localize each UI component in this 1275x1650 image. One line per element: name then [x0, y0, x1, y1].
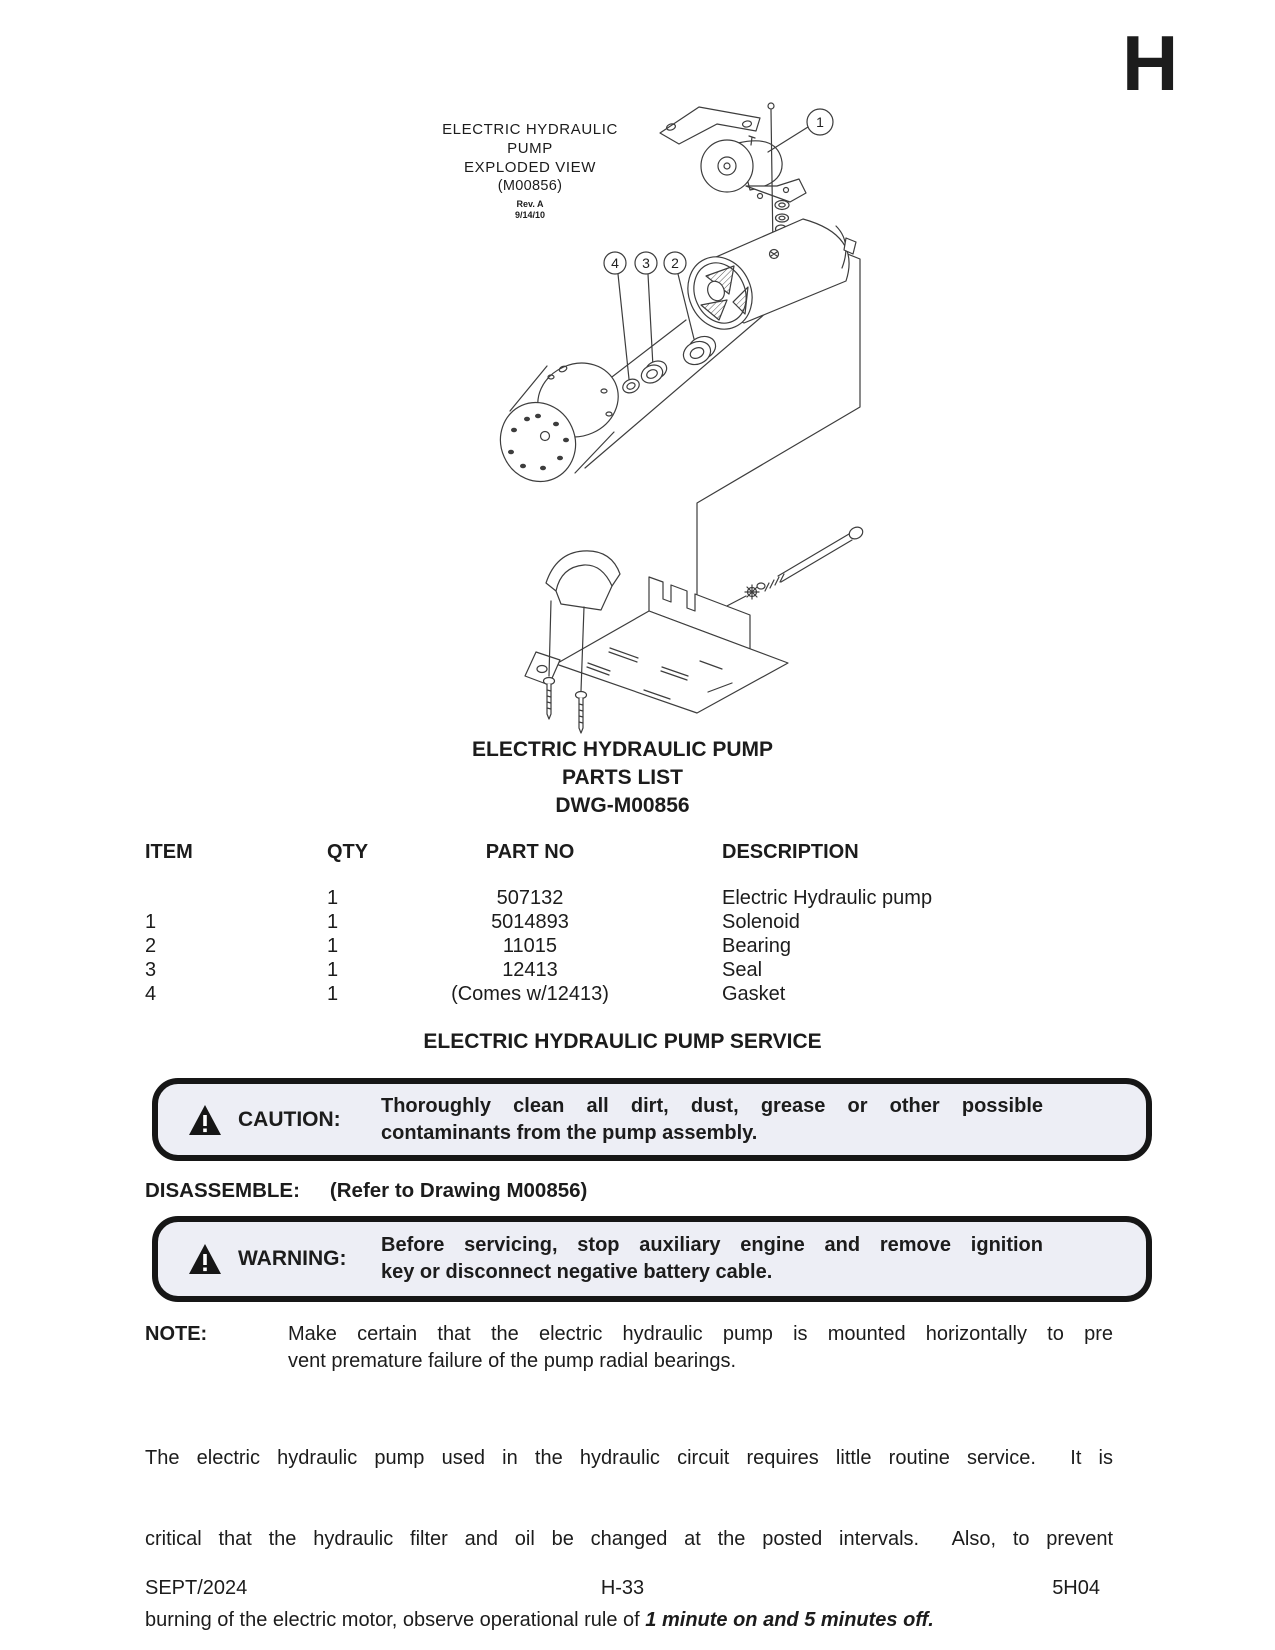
diagram-title-line1: ELECTRIC HYDRAULIC PUMP — [442, 121, 618, 157]
warning-triangle-icon — [188, 1104, 224, 1136]
cell-qty: 1 — [327, 935, 339, 957]
cell-qty: 1 — [327, 887, 339, 909]
col-header-item: ITEM — [145, 841, 193, 863]
seal — [638, 358, 669, 386]
table-row — [145, 958, 1120, 982]
callout-4-number: 4 — [611, 255, 619, 271]
diagram-revision-date: 9/14/10 — [514, 210, 546, 220]
paragraph-line3 — [145, 1607, 1113, 1634]
cell-item — [145, 886, 327, 910]
note-text-line2: vent premature failure of the pump radial bearings. — [288, 1350, 737, 1372]
table-row — [145, 910, 1120, 934]
paragraph-line3-emphasis: 1 minute on and 5 minutes off. — [645, 1609, 934, 1631]
cell-part-no: (Comes w/12413) — [451, 983, 609, 1005]
table-row — [145, 934, 1120, 958]
footer-date: SEPT/2024 — [145, 1577, 248, 1599]
cell-item: 3 — [145, 959, 157, 981]
section-letter: H — [1122, 19, 1177, 107]
callout-2-number: 2 — [671, 255, 679, 271]
parts-table-body — [145, 886, 1120, 1006]
warning-text-line1: Before servicing, stop auxiliary engine and remove ignition — [381, 1234, 1043, 1256]
cell-qty: 1 — [327, 983, 339, 1005]
service-heading: ELECTRIC HYDRAULIC PUMP SERVICE — [423, 1030, 822, 1053]
gasket — [621, 377, 642, 396]
cell-description: Solenoid — [722, 911, 800, 933]
caution-text-line2: contaminants from the pump assembly. — [381, 1121, 758, 1144]
note-text — [288, 1321, 1113, 1375]
parts-table-header — [145, 840, 1120, 864]
parts-table — [145, 840, 1120, 1006]
footer-doc-code: 5H04 — [1052, 1577, 1100, 1599]
callout-4 — [604, 252, 629, 379]
cell-part-no: 12413 — [502, 959, 558, 981]
top-bracket — [660, 107, 760, 144]
note-label: NOTE: — [145, 1323, 208, 1345]
solenoid — [701, 136, 806, 202]
note-block — [145, 1321, 1113, 1375]
col-header-part-no: PART NO — [485, 841, 575, 863]
col-header-description: DESCRIPTION — [722, 841, 859, 863]
callout-3-number: 3 — [642, 255, 650, 271]
parts-heading-line2: PARTS LIST — [562, 766, 683, 789]
caution-text-line1: Thoroughly clean all dirt, dust, grease or other possible — [381, 1094, 1043, 1117]
service-paragraph — [145, 1391, 1113, 1650]
cell-description: Bearing — [722, 935, 791, 957]
callout-1-number: 1 — [816, 114, 824, 130]
table-row — [145, 886, 1120, 910]
cell-qty: 1 — [327, 959, 339, 981]
col-header-qty: QTY — [327, 841, 369, 863]
bearing — [680, 332, 720, 368]
pump-body — [488, 350, 630, 493]
caution-label: CAUTION: — [238, 1107, 341, 1131]
cell-description: Gasket — [722, 983, 786, 1005]
disassemble-text: (Refer to Drawing M00856) — [329, 1179, 588, 1202]
disassemble-label: DISASSEMBLE: — [145, 1179, 300, 1202]
warning-text-line2: key or disconnect negative battery cable. — [381, 1261, 773, 1283]
cell-item: 4 — [145, 983, 157, 1005]
paragraph-line3-text: burning of the electric motor, observe operational rule of — [145, 1609, 646, 1631]
paragraph-line2: critical that the hydraulic filter and oil be changed at the posted intervals. Also, to prevent — [145, 1528, 1113, 1550]
cell-qty: 1 — [327, 911, 339, 933]
diagram-revision: Rev. A — [516, 199, 544, 209]
cell-part-no: 11015 — [502, 935, 558, 957]
cell-description: Seal — [722, 959, 763, 981]
table-row — [145, 982, 1120, 1006]
diagram-title-block — [424, 120, 636, 221]
warning-triangle-icon — [188, 1243, 224, 1275]
disassemble-line — [145, 1179, 587, 1203]
parts-heading-dwg: DWG-M00856 — [555, 794, 690, 817]
diagram-drawing-number: (M00856) — [497, 178, 563, 194]
parts-list-heading — [0, 736, 1245, 820]
caution-box — [152, 1078, 1152, 1161]
cell-item: 2 — [145, 935, 157, 957]
warning-label: WARNING: — [238, 1247, 347, 1270]
cell-item: 1 — [145, 911, 157, 933]
parts-heading-line1: ELECTRIC HYDRAULIC PUMP — [471, 738, 773, 761]
cell-description: Electric Hydraulic pump — [722, 887, 933, 909]
motor-body — [677, 219, 856, 339]
diagram-title-line2: EXPLODED VIEW — [464, 159, 596, 176]
paragraph-line1: The electric hydraulic pump used in the hydraulic circuit requires little routine service. It is — [145, 1447, 1113, 1469]
caution-text — [381, 1093, 1043, 1147]
cell-part-no: 5014893 — [491, 911, 569, 933]
cell-part-no: 507132 — [496, 887, 564, 909]
footer-page-number: H-33 — [600, 1577, 645, 1599]
warning-box — [152, 1216, 1152, 1302]
warning-text — [381, 1232, 1043, 1286]
saddle-clamp — [546, 551, 620, 610]
note-text-line1: Make certain that the electric hydraulic pump is mounted horizontally to pre — [288, 1323, 1113, 1345]
